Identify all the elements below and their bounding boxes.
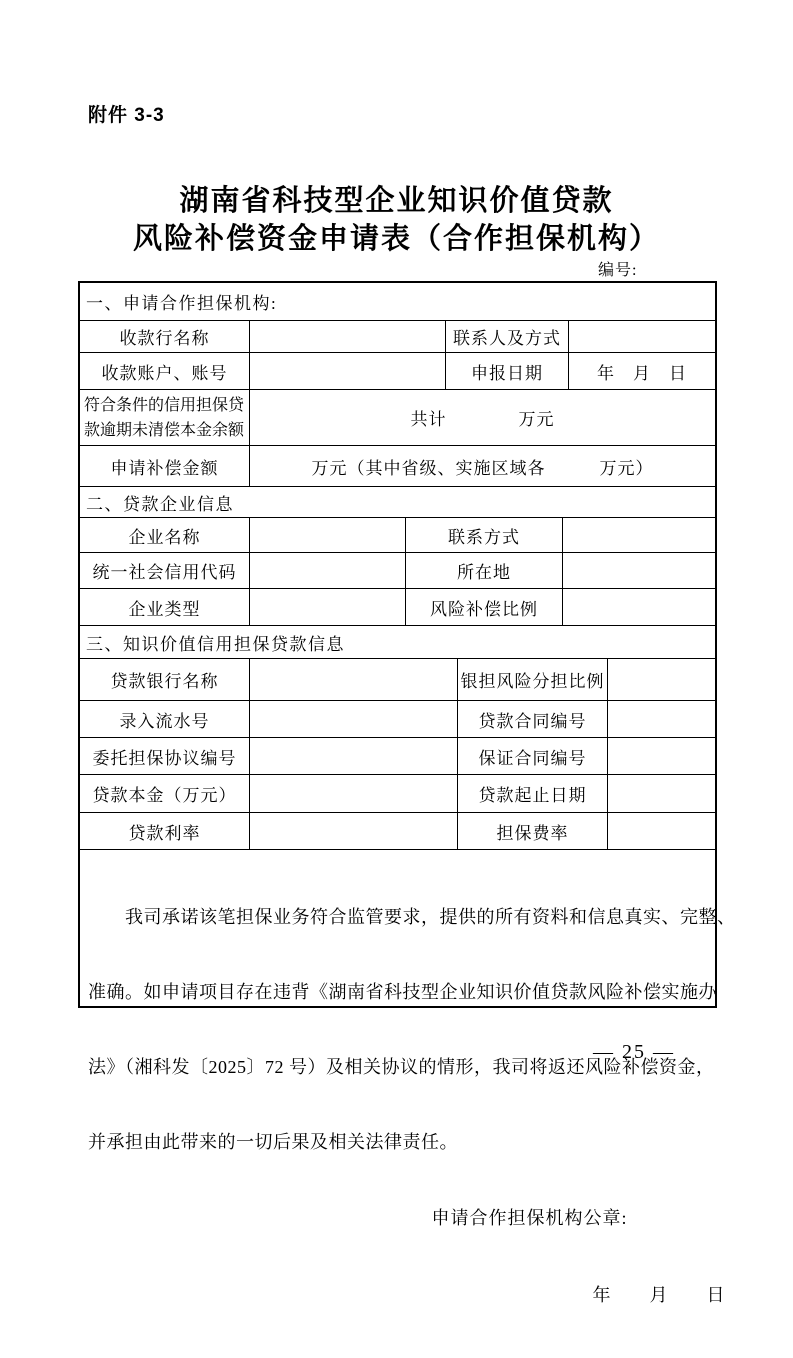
input-cell-receiving-bank-name — [250, 321, 446, 352]
label-bank-guarantee-risk-share: 银担风险分担比例 — [458, 659, 608, 700]
attachment-label: 附件 3-3 — [88, 105, 165, 126]
label-credit-code: 统一社会信用代码 — [80, 553, 250, 588]
value-compensation-amount: 万元（其中省级、实施区域各 万元） — [311, 458, 654, 478]
label-contact-person: 联系人及方式 — [446, 321, 569, 352]
document-title — [0, 182, 793, 258]
input-cell-loan-bank-name — [250, 659, 458, 700]
label-entry-serial-number: 录入流水号 — [80, 701, 250, 737]
input-cell-enterprise-type — [250, 589, 406, 625]
input-cell-contact-person — [569, 321, 715, 352]
table-row — [80, 553, 715, 589]
signature-date-line: 年 月 日 — [592, 1285, 726, 1305]
label-compensation-amount: 申请补偿金额 — [80, 446, 250, 486]
input-cell-loan-contract-number — [608, 701, 715, 737]
pledge-text-line3: 法》（湘科发〔2025〕72 号）及相关协议的情形，我司将返还风险补偿资金， — [88, 1057, 715, 1077]
value-declare-date: 年 月 日 — [597, 363, 687, 383]
pledge-row — [80, 850, 736, 1305]
label-loan-principal: 贷款本金（万元） — [80, 775, 250, 812]
application-form-table — [78, 281, 736, 1305]
input-cell-loan-interest-rate — [250, 813, 458, 849]
section2-header: 二、贷款企业信息 — [86, 494, 234, 514]
input-cell-receiving-account — [250, 353, 446, 389]
label-declare-date: 申报日期 — [446, 353, 569, 389]
pledge-cell — [80, 850, 744, 1305]
label-enterprise-type: 企业类型 — [80, 589, 250, 625]
table-row — [80, 659, 715, 701]
label-risk-compensation-ratio: 风险补偿比例 — [406, 589, 563, 625]
label-eligible-overdue-balance-line1: 符合条件的信用担保贷 — [84, 396, 245, 414]
input-cell-entry-serial-number — [250, 701, 458, 737]
table-row — [80, 321, 715, 353]
table-row — [80, 775, 715, 813]
table-row — [80, 446, 715, 487]
input-cell-entrusted-guarantee-agreement-number — [250, 738, 458, 774]
section1-header: 一、申请合作担保机构: — [86, 294, 278, 313]
input-cell-loan-start-end-date — [608, 775, 715, 812]
seal-label: 申请合作担保机构公章: — [431, 1208, 628, 1228]
input-cell-risk-compensation-ratio — [563, 589, 715, 625]
section2-header-row — [80, 487, 715, 518]
section1-header-row — [80, 283, 715, 321]
input-cell-loan-principal — [250, 775, 458, 812]
input-cell-contact-method — [563, 518, 715, 552]
pledge-text-line2: 准确。如申请项目存在违背《湖南省科技型企业知识价值贷款风险补偿实施办 — [88, 982, 717, 1002]
number-label: 编号: — [598, 262, 638, 279]
section3-header-row — [80, 626, 715, 659]
input-cell-bank-guarantee-risk-share — [608, 659, 715, 700]
pledge-text-line4: 并承担由此带来的一切后果及相关法律责任。 — [88, 1132, 458, 1152]
table-row — [80, 390, 715, 446]
table-row — [80, 353, 715, 390]
document-title-line1: 湖南省科技型企业知识价值贷款 — [179, 185, 614, 217]
page-number: — 25 — — [593, 1041, 675, 1063]
document-title-line2: 风险补偿资金申请表（合作担保机构） — [132, 223, 660, 255]
value-overdue-total: 共计 万元 — [410, 410, 555, 429]
label-receiving-bank-name: 收款行名称 — [80, 321, 250, 352]
label-guarantee-fee-rate: 担保费率 — [458, 813, 608, 849]
table-row — [80, 589, 715, 626]
table-row — [80, 813, 715, 850]
label-location: 所在地 — [406, 553, 563, 588]
input-cell-location — [563, 553, 715, 588]
label-entrusted-guarantee-agreement-number: 委托担保协议编号 — [80, 738, 250, 774]
input-cell-guarantee-contract-number — [608, 738, 715, 774]
label-receiving-account: 收款账户、账号 — [80, 353, 250, 389]
label-guarantee-contract-number: 保证合同编号 — [458, 738, 608, 774]
pledge-text-line1: 我司承诺该笔担保业务符合监管要求，提供的所有资料和信息真实、完整、 — [88, 907, 736, 927]
label-enterprise-name: 企业名称 — [80, 518, 250, 552]
label-eligible-overdue-balance-line2: 款逾期未清偿本金余额 — [84, 421, 245, 439]
label-loan-interest-rate: 贷款利率 — [80, 813, 250, 849]
label-contact-method: 联系方式 — [406, 518, 563, 552]
label-loan-contract-number: 贷款合同编号 — [458, 701, 608, 737]
input-cell-enterprise-name — [250, 518, 406, 552]
label-eligible-overdue-balance — [80, 390, 250, 445]
table-row — [80, 518, 715, 553]
label-loan-bank-name: 贷款银行名称 — [80, 659, 250, 700]
input-cell-guarantee-fee-rate — [608, 813, 715, 849]
table-row — [80, 738, 715, 775]
label-loan-start-end-date: 贷款起止日期 — [458, 775, 608, 812]
table-row — [80, 701, 715, 738]
input-cell-credit-code — [250, 553, 406, 588]
section3-header: 三、知识价值信用担保贷款信息 — [86, 634, 345, 654]
